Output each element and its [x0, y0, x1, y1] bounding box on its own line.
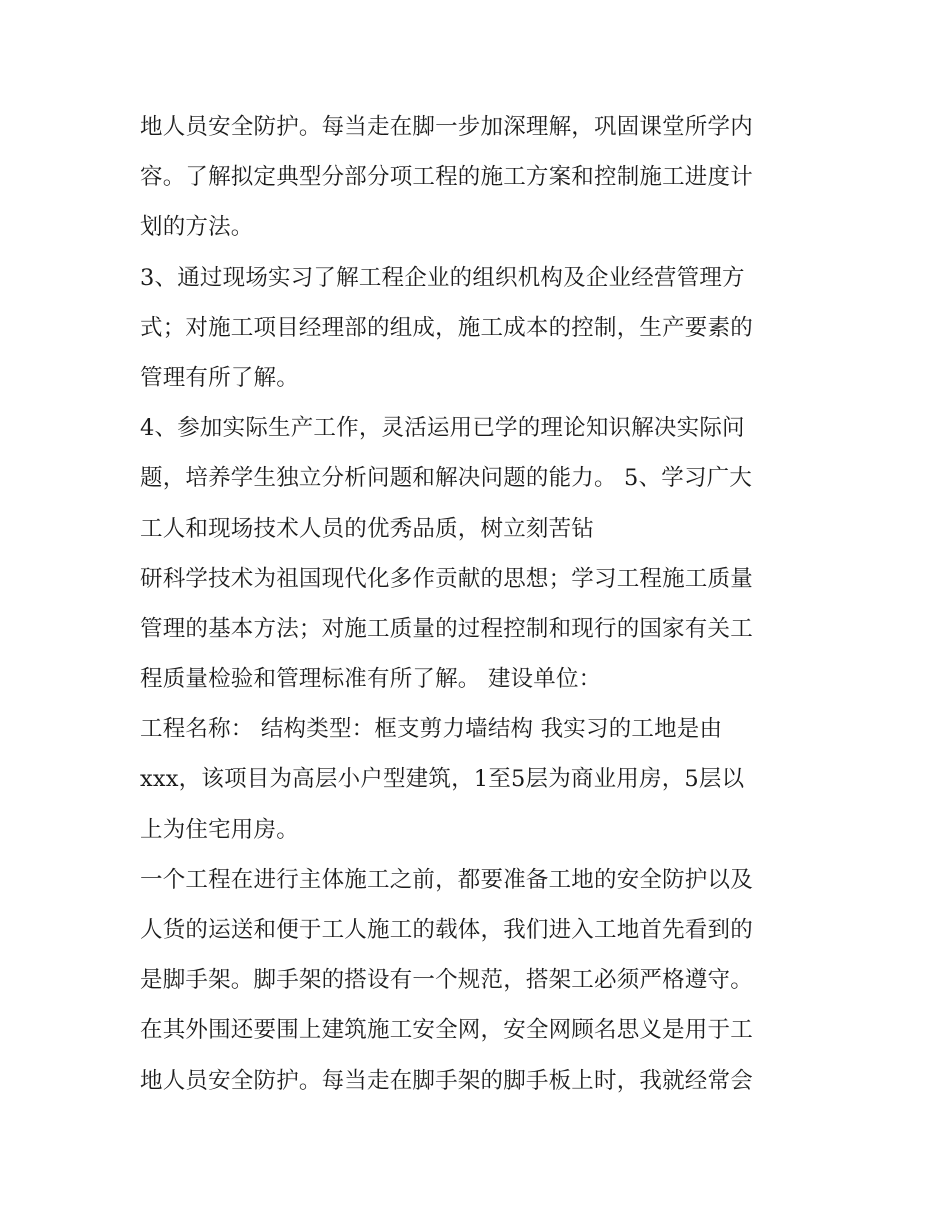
text-line: 式；对施工项目经理部的组成，施工成本的控制，生产要素的 [140, 314, 753, 341]
text-line: 工程名称： 结构类型：框支剪力墙结构 我实习的工地是由 [140, 716, 723, 743]
text-line: 人货的运送和便于工人施工的载体，我们进入工地首先看到的 [140, 917, 753, 943]
text-line: 一个工程在进行主体施工之前，都要准备工地的安全防护以及 [140, 866, 753, 893]
text-line: 容。了解拟定典型分部分项工程的施工方案和控制施工进度计 [140, 164, 753, 191]
body-text [140, 102, 830, 1106]
text-line: 研科学技术为祖国现代化多作贡献的思想；学习工程施工质量 [140, 565, 753, 592]
text-line: 上为住宅用房。 [140, 816, 299, 843]
text-line: 地人员安全防护。每当走在脚一步加深理解，巩固课堂所学内 [140, 114, 753, 140]
text-line: 地人员安全防护。每当走在脚手架的脚手板上时，我就经常会 [140, 1067, 753, 1094]
text-line: 题，培养学生独立分析问题和解决问题的能力。 5、学习广大 [140, 465, 753, 492]
text-line: 在其外围还要围上建筑施工安全网，安全网顾名思义是用于工 [140, 1017, 753, 1044]
text-line: 划的方法。 [140, 214, 254, 241]
text-line: 管理有所了解。 [140, 364, 299, 391]
text-line: 4、参加实际生产工作，灵活运用已学的理论知识解决实际问 [140, 415, 745, 442]
text-line: 3、通过现场实习了解工程企业的组织机构及企业经营管理方 [140, 264, 745, 291]
text-line: xxx，该项目为高层小户型建筑，1至5层为商业用房，5层以 [140, 766, 745, 793]
text-line: 是脚手架。脚手架的搭设有一个规范，搭架工必须严格遵守。 [140, 967, 753, 994]
text-line: 程质量检验和管理标准有所了解。 建设单位： [140, 666, 602, 693]
text-line: 管理的基本方法；对施工质量的过程控制和现行的国家有关工 [140, 615, 753, 642]
text-line: 工人和现场技术人员的优秀品质，树立刻苦钻 [140, 515, 595, 542]
